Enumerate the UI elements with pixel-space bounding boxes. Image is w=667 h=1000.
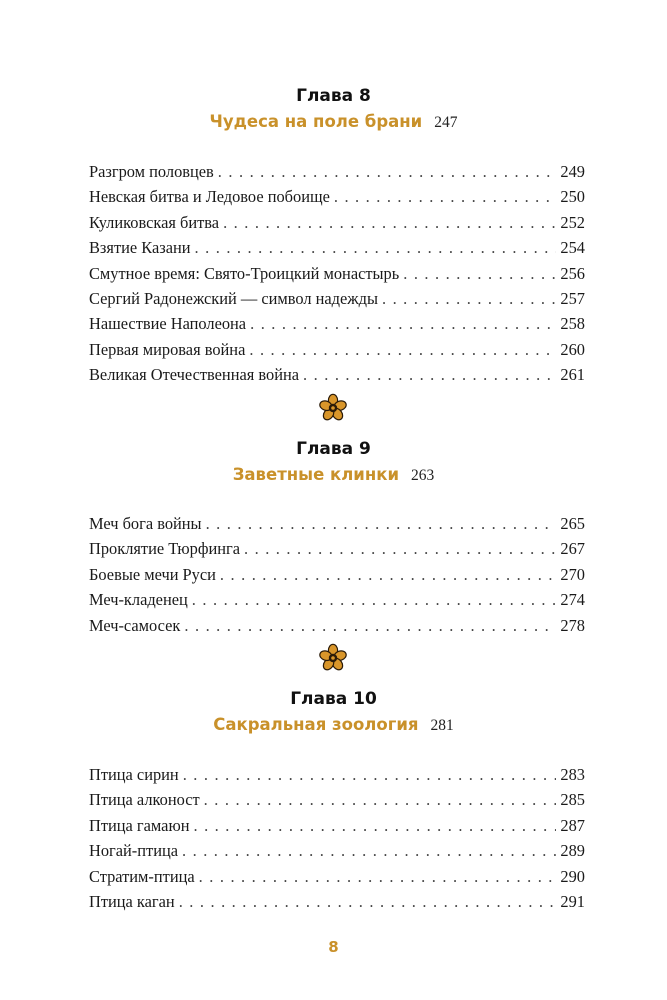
toc-entry-page: 283 (560, 765, 585, 784)
leader-dots (183, 762, 557, 787)
leader-dots (249, 337, 556, 362)
toc-list-chapter-9 (89, 511, 585, 638)
toc-entry-page: 249 (560, 162, 585, 181)
toc-entry[interactable] (89, 159, 585, 184)
leader-dots (218, 159, 557, 184)
toc-entry[interactable] (89, 864, 585, 889)
toc-entry[interactable] (89, 838, 585, 863)
toc-list-chapter-10 (89, 762, 585, 914)
toc-list-chapter-8 (89, 159, 585, 388)
toc-entry-title: Ногай-птица (89, 841, 179, 861)
toc-entry-page: 270 (560, 564, 585, 584)
toc-entry-title: Птица сирин (89, 765, 179, 784)
flower-ornament-icon (318, 643, 348, 673)
leader-dots (179, 889, 557, 914)
toc-entry-title: Смутное время: Свято-Троицкий монастырь (89, 263, 400, 283)
toc-entry[interactable] (89, 762, 585, 787)
leader-dots (303, 362, 556, 387)
chapter-page-number: 247 (434, 114, 458, 131)
leader-dots (220, 562, 556, 587)
chapter-title[interactable]: Сакральная зоология (213, 715, 419, 734)
toc-entry[interactable] (89, 787, 585, 812)
toc-entry-page: 265 (560, 514, 585, 533)
chapter-heading: Глава 10 (290, 689, 377, 709)
toc-entry[interactable] (89, 362, 585, 387)
toc-entry[interactable] (89, 261, 585, 286)
chapter-subtitle-row (0, 109, 667, 135)
chapter-subtitle-row (0, 712, 667, 738)
toc-entry-page: 250 (560, 187, 585, 207)
toc-entry-title: Первая мировая война (89, 339, 246, 359)
toc-entry-title: Проклятие Тюрфинга (89, 539, 241, 559)
leader-dots (204, 787, 557, 812)
chapter-9-header (0, 437, 667, 488)
toc-entry-title: Невская битва и Ледовое побоище (89, 187, 330, 207)
chapter-page-number: 263 (411, 467, 435, 484)
toc-entry-title: Меч бога войны (89, 514, 202, 533)
toc-entry[interactable] (89, 511, 585, 536)
chapter-8-header (0, 84, 667, 135)
toc-entry[interactable] (89, 889, 585, 914)
leader-dots (403, 261, 556, 286)
toc-entry-page: 252 (560, 212, 585, 232)
toc-entry-page: 257 (560, 288, 585, 308)
chapter-subtitle-row (0, 462, 667, 488)
toc-entry-title: Птица каган (89, 891, 175, 911)
toc-entry-page: 267 (560, 539, 585, 559)
toc-entry-page: 260 (560, 339, 585, 359)
toc-entry[interactable] (89, 286, 585, 311)
toc-entry-title: Птица гамаюн (89, 815, 190, 835)
toc-entry[interactable] (89, 813, 585, 838)
toc-entry-title: Великая Отечественная война (89, 365, 300, 385)
toc-entry-page: 290 (560, 866, 585, 886)
toc-entry[interactable] (89, 210, 585, 235)
flower-ornament-icon (318, 393, 348, 423)
toc-entry-title: Стратим-птица (89, 866, 195, 886)
toc-entry-title: Птица алконост (89, 790, 200, 810)
leader-dots (192, 587, 557, 612)
toc-entry-title: Разгром половцев (89, 162, 214, 181)
toc-entry-page: 261 (560, 365, 585, 385)
toc-entry-page: 278 (560, 615, 585, 635)
toc-entry-page: 291 (560, 891, 585, 911)
leader-dots (382, 286, 556, 311)
leader-dots (223, 210, 556, 235)
page-number: 8 (328, 938, 339, 956)
toc-entry-title: Сергий Радонежский — символ надежды (89, 288, 378, 308)
toc-entry[interactable] (89, 562, 585, 587)
toc-entry-page: 254 (560, 238, 585, 258)
toc-entry-title: Куликовская битва (89, 212, 220, 232)
toc-entry-title: Меч-самосек (89, 615, 181, 635)
leader-dots (250, 311, 556, 336)
chapter-title[interactable]: Чудеса на поле брани (209, 112, 423, 131)
toc-entry-title: Взятие Казани (89, 238, 191, 258)
leader-dots (182, 838, 556, 863)
toc-entry-page: 274 (560, 590, 585, 610)
toc-entry-title: Нашествие Наполеона (89, 314, 247, 334)
toc-entry[interactable] (89, 613, 585, 638)
leader-dots (184, 613, 556, 638)
leader-dots (334, 184, 557, 209)
chapter-10-header (0, 687, 667, 738)
chapter-heading: Глава 8 (296, 86, 371, 106)
toc-entry-page: 285 (560, 790, 585, 810)
toc-entry[interactable] (89, 587, 585, 612)
chapter-title[interactable]: Заветные клинки (232, 465, 400, 484)
leader-dots (244, 536, 556, 561)
leader-dots (199, 864, 557, 889)
toc-entry-page: 258 (560, 314, 585, 334)
toc-entry-page: 289 (560, 841, 585, 861)
leader-dots (193, 813, 556, 838)
toc-entry[interactable] (89, 184, 585, 209)
leader-dots (206, 511, 557, 536)
chapter-heading: Глава 9 (296, 439, 371, 459)
toc-entry-page: 256 (560, 263, 585, 283)
toc-entry-title: Боевые мечи Руси (89, 564, 216, 584)
toc-entry[interactable] (89, 235, 585, 260)
toc-entry[interactable] (89, 311, 585, 336)
chapter-page-number: 281 (430, 717, 454, 734)
toc-entry-page: 287 (560, 815, 585, 835)
toc-entry-title: Меч-кладенец (89, 590, 188, 610)
leader-dots (195, 235, 557, 260)
toc-entry[interactable] (89, 536, 585, 561)
toc-entry[interactable] (89, 337, 585, 362)
